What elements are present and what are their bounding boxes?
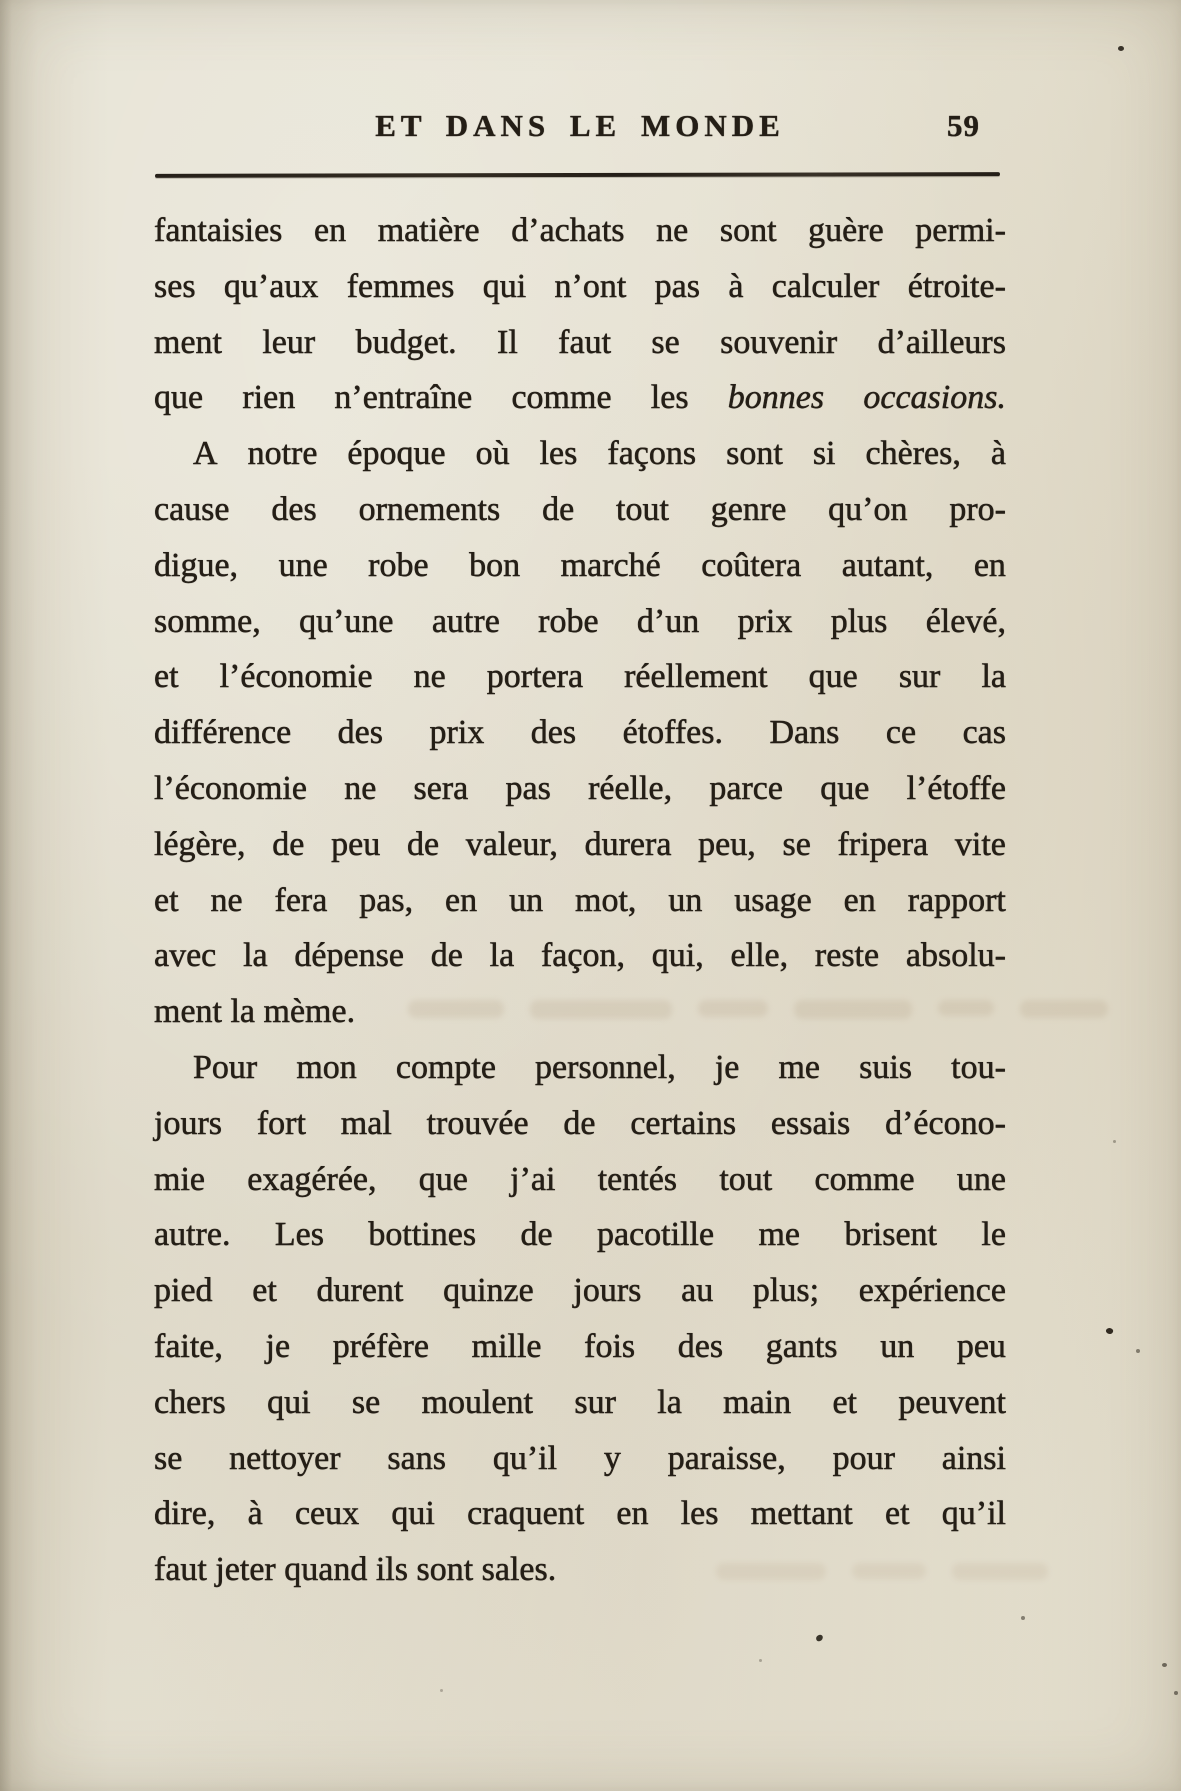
text-line	[154, 1263, 1006, 1319]
word: rien	[242, 379, 296, 417]
word: sont	[726, 435, 783, 473]
word: mille	[471, 1327, 542, 1365]
word: matière	[377, 212, 480, 249]
text-line	[154, 1375, 1006, 1431]
text-line	[154, 482, 1006, 538]
text-line	[154, 1319, 1006, 1375]
word: suis	[859, 1048, 913, 1086]
word: qu’il	[941, 1495, 1006, 1533]
word: d’ailleurs	[877, 323, 1006, 361]
text-line	[154, 928, 1006, 984]
word: la	[243, 937, 268, 975]
word: j’ai	[510, 1160, 556, 1198]
word: sont	[719, 212, 777, 249]
word: chers	[154, 1383, 226, 1421]
word: calculer	[771, 267, 880, 305]
text-line	[154, 594, 1006, 650]
word: en	[973, 546, 1006, 584]
word: certains	[630, 1104, 737, 1142]
word: qu’une	[299, 602, 394, 640]
text-line	[154, 203, 1006, 259]
word: autre.	[154, 1216, 231, 1254]
word: Les	[274, 1216, 324, 1254]
text-line	[154, 649, 1006, 705]
word: sur	[898, 658, 941, 696]
word: pas	[505, 769, 551, 807]
word: robe	[538, 602, 599, 640]
word: femmes	[346, 267, 455, 305]
word: de	[406, 825, 440, 863]
word: usage	[734, 881, 812, 919]
word: occasions.	[863, 379, 1006, 417]
ink-speck	[1174, 1691, 1178, 1695]
word: Dans	[769, 714, 840, 752]
word: un	[668, 881, 703, 919]
word: gants	[765, 1327, 838, 1365]
word: fantaisies	[154, 212, 283, 249]
word: rapport	[907, 881, 1006, 919]
word: façon,	[540, 937, 625, 975]
word: tout	[616, 490, 669, 528]
word: de	[430, 937, 463, 975]
word: comme	[511, 379, 612, 417]
word: prix	[737, 602, 793, 640]
word: et	[832, 1383, 858, 1421]
word: jours	[573, 1272, 642, 1310]
word: la	[981, 658, 1006, 696]
word: cas	[962, 714, 1006, 752]
word: mie	[154, 1160, 205, 1198]
word: pacotille	[597, 1216, 715, 1254]
show-through-smudge	[716, 1563, 1048, 1580]
word: dépense	[294, 937, 404, 975]
word: ceux	[294, 1495, 360, 1533]
text-line	[154, 1431, 1006, 1487]
word: ses	[154, 267, 196, 305]
word: moulent	[421, 1383, 533, 1421]
word: main	[723, 1383, 792, 1421]
word: parce	[709, 769, 783, 807]
word: me	[778, 1048, 821, 1086]
word: ainsi	[941, 1439, 1006, 1477]
word: une	[956, 1160, 1006, 1198]
word: Pour	[193, 1048, 258, 1086]
ink-speck	[440, 1689, 443, 1692]
text-line	[154, 873, 1006, 929]
text-line	[154, 817, 1006, 873]
word: des	[337, 714, 383, 752]
word: prix	[429, 714, 485, 752]
word: et	[154, 658, 179, 696]
word: valeur,	[465, 825, 558, 863]
running-title: ET DANS LE MONDE	[375, 108, 785, 143]
word: essais	[770, 1104, 851, 1142]
word: plus	[830, 602, 888, 640]
ink-speck	[1162, 1663, 1167, 1667]
word: mot,	[575, 881, 637, 919]
word: mon	[296, 1048, 357, 1086]
word: autre	[431, 602, 500, 640]
paragraph	[154, 203, 1006, 426]
word: durera	[584, 825, 672, 863]
word: bottines	[368, 1216, 477, 1254]
text-line	[154, 370, 1006, 426]
word: ment la mème.	[154, 993, 356, 1031]
text-line	[154, 259, 1006, 315]
word: comme	[814, 1160, 915, 1198]
word: Il	[497, 323, 518, 361]
word: faut jeter quand ils sont sales.	[154, 1551, 557, 1589]
word: bon	[469, 546, 521, 584]
word: à	[990, 435, 1006, 473]
word: se	[351, 1383, 381, 1421]
word: de	[542, 490, 575, 528]
word: faut	[558, 323, 612, 361]
word: robe	[368, 546, 429, 584]
word: je	[265, 1327, 291, 1365]
word: ne	[344, 769, 377, 807]
word: qui	[391, 1495, 435, 1533]
word: pied	[154, 1272, 213, 1310]
word: ce	[885, 714, 917, 752]
word: se	[154, 1439, 183, 1477]
word: paraisse,	[667, 1439, 786, 1477]
word: que	[820, 769, 870, 807]
word: époque	[347, 435, 446, 473]
word: tou-	[951, 1048, 1006, 1086]
text-line	[154, 315, 1006, 371]
word: une	[278, 546, 328, 584]
word: en	[843, 881, 876, 919]
word: étoffes.	[622, 714, 723, 752]
word: où	[475, 435, 510, 473]
word: tout	[719, 1160, 773, 1198]
word: leur	[262, 323, 316, 361]
word: souvenir	[720, 323, 838, 361]
word: se	[651, 323, 680, 361]
word: sans	[387, 1439, 446, 1477]
paragraph	[154, 426, 1006, 1040]
word: nettoyer	[229, 1439, 341, 1477]
word: A	[193, 435, 218, 473]
word: mal	[340, 1104, 392, 1142]
word: personnel,	[535, 1048, 676, 1086]
word: au	[681, 1272, 714, 1310]
word: ne	[656, 212, 689, 249]
word: chères,	[865, 435, 961, 473]
word: d’un	[636, 602, 700, 640]
word: n’entraîne	[334, 379, 473, 417]
word: jours	[154, 1104, 222, 1142]
word: sera	[413, 769, 469, 807]
word: et	[154, 881, 179, 919]
word: la	[489, 937, 515, 975]
word: le	[981, 1216, 1006, 1254]
word: qui	[267, 1383, 311, 1421]
word: je	[714, 1048, 740, 1086]
word: fripera	[837, 825, 929, 863]
word: d’écono-	[885, 1104, 1006, 1142]
word: qu’il	[492, 1439, 558, 1477]
word: qui	[482, 267, 527, 305]
show-through-smudge	[408, 1000, 1108, 1019]
word: pro-	[949, 490, 1006, 528]
word: marché	[560, 546, 661, 584]
word: portera	[486, 658, 584, 696]
word: à	[728, 267, 744, 305]
word: plus;	[752, 1272, 820, 1310]
word: à	[247, 1495, 263, 1533]
word: de	[520, 1216, 553, 1254]
word: la	[657, 1383, 682, 1421]
text-line	[154, 1207, 1006, 1263]
word: différence	[154, 714, 292, 752]
word: qu’aux	[223, 267, 319, 305]
word: façons	[607, 435, 697, 473]
word: d’achats	[511, 212, 625, 249]
word: trouvée	[426, 1104, 529, 1142]
word: les	[650, 379, 689, 417]
ink-speck	[815, 1634, 824, 1642]
word: notre	[247, 435, 318, 473]
word: absolu-	[905, 937, 1006, 975]
word: réelle,	[588, 769, 673, 807]
word: un	[880, 1327, 915, 1365]
word: peu,	[698, 825, 756, 863]
text-line	[154, 705, 1006, 761]
word: peuvent	[898, 1383, 1006, 1421]
word: exagérée,	[247, 1160, 377, 1198]
word: elle,	[730, 937, 789, 975]
header-rule-divider	[155, 172, 1000, 178]
word: autant,	[841, 546, 934, 584]
word: en	[616, 1495, 649, 1533]
word: l’étoffe	[906, 769, 1006, 807]
word: peu	[331, 825, 381, 863]
ink-speck	[1136, 1349, 1140, 1353]
paragraph	[154, 1040, 1006, 1598]
word: craquent	[467, 1495, 585, 1533]
word: ne	[210, 881, 243, 919]
word: en	[445, 881, 478, 919]
running-header	[154, 102, 1006, 150]
word: qu’on	[828, 490, 908, 528]
word: ne	[413, 658, 446, 696]
word: se	[782, 825, 811, 863]
word: si	[812, 435, 836, 473]
word: pas	[654, 267, 700, 305]
word: peu	[956, 1327, 1006, 1365]
text-block	[154, 203, 1006, 1598]
word: reste	[814, 937, 880, 975]
word: fera	[274, 881, 328, 919]
word: digue,	[154, 546, 239, 584]
word: les	[539, 435, 578, 473]
word: élevé,	[925, 602, 1006, 640]
word: légère,	[154, 825, 246, 863]
ink-speck	[1118, 46, 1124, 51]
word: quinze	[443, 1272, 534, 1310]
word: tentés	[597, 1160, 678, 1198]
word: l’économie	[154, 769, 307, 807]
word: durent	[316, 1272, 404, 1310]
word: guère	[808, 212, 884, 249]
word: mettant	[750, 1495, 853, 1533]
ink-speck	[759, 1659, 762, 1662]
word: me	[758, 1216, 801, 1254]
word: et	[884, 1495, 910, 1533]
word: fois	[584, 1327, 636, 1365]
word: fort	[256, 1104, 306, 1142]
word: et	[252, 1272, 277, 1310]
word: coûtera	[701, 546, 802, 584]
word: sur	[574, 1383, 616, 1421]
word: des	[677, 1327, 724, 1365]
word: un	[509, 881, 544, 919]
word: compte	[395, 1048, 496, 1086]
word: les	[680, 1495, 719, 1533]
word: de	[563, 1104, 596, 1142]
text-line	[154, 1040, 1006, 1096]
word: l’économie	[219, 658, 373, 696]
word: qui,	[651, 937, 704, 975]
ink-speck	[1021, 1616, 1025, 1620]
word: faite,	[154, 1327, 223, 1365]
word: ornements	[358, 490, 501, 528]
word: pour	[832, 1439, 895, 1477]
text-line	[154, 1096, 1006, 1152]
word: préfère	[332, 1327, 429, 1365]
word: ment	[154, 323, 222, 361]
word: bonnes	[727, 379, 825, 417]
word: que	[418, 1160, 468, 1198]
word: brisent	[844, 1216, 937, 1254]
word: pas,	[359, 881, 414, 919]
word: somme,	[154, 602, 261, 640]
text-line	[154, 1486, 1006, 1542]
word: des	[530, 714, 577, 752]
word: n’ont	[554, 267, 627, 305]
word: en	[314, 212, 347, 249]
word: genre	[710, 490, 787, 528]
word: des	[271, 490, 317, 528]
text-line	[154, 761, 1006, 817]
word: réellement	[624, 658, 768, 696]
word: étroite-	[907, 267, 1006, 305]
ink-speck	[1105, 1327, 1114, 1335]
word: vite	[954, 825, 1006, 863]
text-line	[154, 1152, 1006, 1208]
text-line	[154, 426, 1006, 482]
word: de	[272, 825, 305, 863]
word: cause	[154, 490, 230, 528]
page-number: 59	[947, 108, 980, 143]
word: expérience	[858, 1272, 1006, 1310]
text-line	[154, 538, 1006, 594]
ink-speck	[1113, 1140, 1116, 1143]
word: y	[603, 1439, 621, 1477]
word: dire,	[154, 1495, 216, 1533]
word: permi-	[915, 212, 1006, 249]
word: budget.	[355, 323, 457, 361]
word: que	[808, 658, 858, 696]
word: que	[154, 379, 204, 417]
word: avec	[154, 937, 217, 975]
